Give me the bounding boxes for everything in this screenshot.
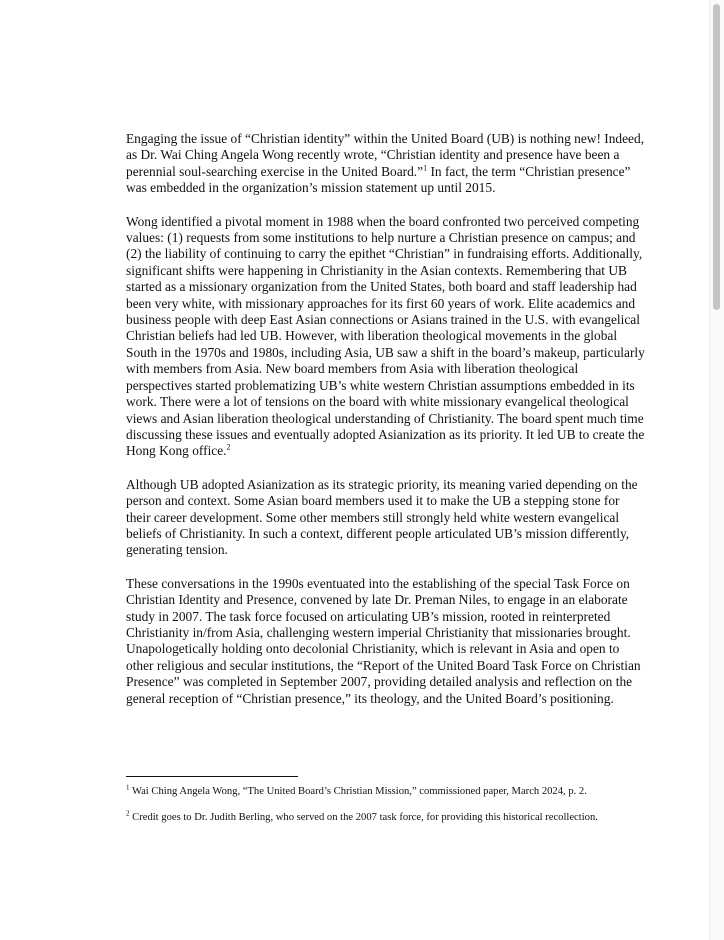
paragraph-pivotal-moment-1988 — [126, 214, 646, 460]
document-body — [126, 131, 646, 724]
footnote-marker: 1 — [126, 783, 130, 792]
scrollbar-thumb[interactable] — [713, 4, 720, 310]
paragraph-text-continued: In fact, the term “Christian presence” was embedded in the organization’s mission statement up until 2015. — [126, 163, 631, 196]
footnote-marker: 2 — [126, 809, 130, 818]
footnote-text: Wai Ching Angela Wong, “The United Board’s Christian Mission,” commissioned paper, March 2024, p. 2. — [129, 786, 587, 797]
footnotes — [126, 785, 641, 836]
footnote-2 — [126, 811, 641, 825]
footnote-reference-1[interactable]: 1 — [423, 163, 428, 173]
vertical-scrollbar[interactable] — [709, 0, 724, 940]
footnote-1 — [126, 785, 641, 799]
paragraph-text: Engaging the issue of “Christian identity” within the United Board (UB) is nothing new! Indeed, as Dr. Wai Ching Angela Wong recently wrote, “Christian identity and presence have been a perennial soul-searching exercise in the United Board.” — [126, 131, 645, 179]
footnote-text: Credit goes to Dr. Judith Berling, who served on the 2007 task force, for providing this historical recollection. — [129, 811, 598, 823]
footnote-reference-2[interactable]: 2 — [226, 442, 231, 452]
paragraph-text: Wong identified a pivotal moment in 1988 when the board confronted two perceived competing values: (1) requests from some institutions to help nurture a Christian presence on campus; and (2) the liability of continuing to carry the epithet “Christian” in fundraising efforts. Additionally, significant shifts were happening in Christianity in the Asian contexts. Remembering that UB started as a missionary organization from the United States, both board and staff leadership had been very white, with missionary approaches for its first 60 years of work. Elite academics and business people with deep East Asian connections or Asians trained in the U.S. with evangelical Christian beliefs had led UB. However, with liberation theological movements in the global South in the 1970s and 1980s, including Asia, UB saw a shift in the board’s makeup, particularly with members from Asia. New board members from Asia with liberation theological perspectives started problematizing UB’s white western Christian assumptions embedded in its work. There were a lot of tensions on the board with white missionary evangelical theological views and Asian liberation theological understanding of Christianity. The board spent much time discussing these issues and eventually adopted Asianization as its priority. It led UB to create the Hong Kong office. — [126, 213, 645, 459]
paragraph-text: These conversations in the 1990s eventuated into the establishing of the special Task Force on Christian Identity and Presence, convened by late Dr. Preman Niles, to engage in an elaborate study in 2007. The task force focused on articulating UB’s mission, rooted in reinterpreted Christianity in/from Asia, challenging western imperial Christianity that missionaries brought. Unapologetically holding onto decolonial Christianity, which is relevant in Asia and open to other religious and secular institutions, the “Report of the United Board Task Force on Christian Presence” was completed in September 2007, providing detailed analysis and reflection on the general reception of “Christian presence,” its theology, and the United Board’s positioning. — [126, 575, 641, 706]
paragraph-task-force — [126, 576, 646, 707]
paragraph-asianization — [126, 477, 646, 559]
footnote-separator — [126, 776, 298, 777]
paragraph-christian-identity — [126, 131, 646, 197]
paragraph-text: Although UB adopted Asianization as its strategic priority, its meaning varied depending on the person and context. Some Asian board members used it to make the UB a stepping stone for their career development. Some other members still strongly held white western evangelical beliefs of Christianity. In such a context, different people articulated UB’s mission differently, generating tension. — [126, 476, 638, 558]
